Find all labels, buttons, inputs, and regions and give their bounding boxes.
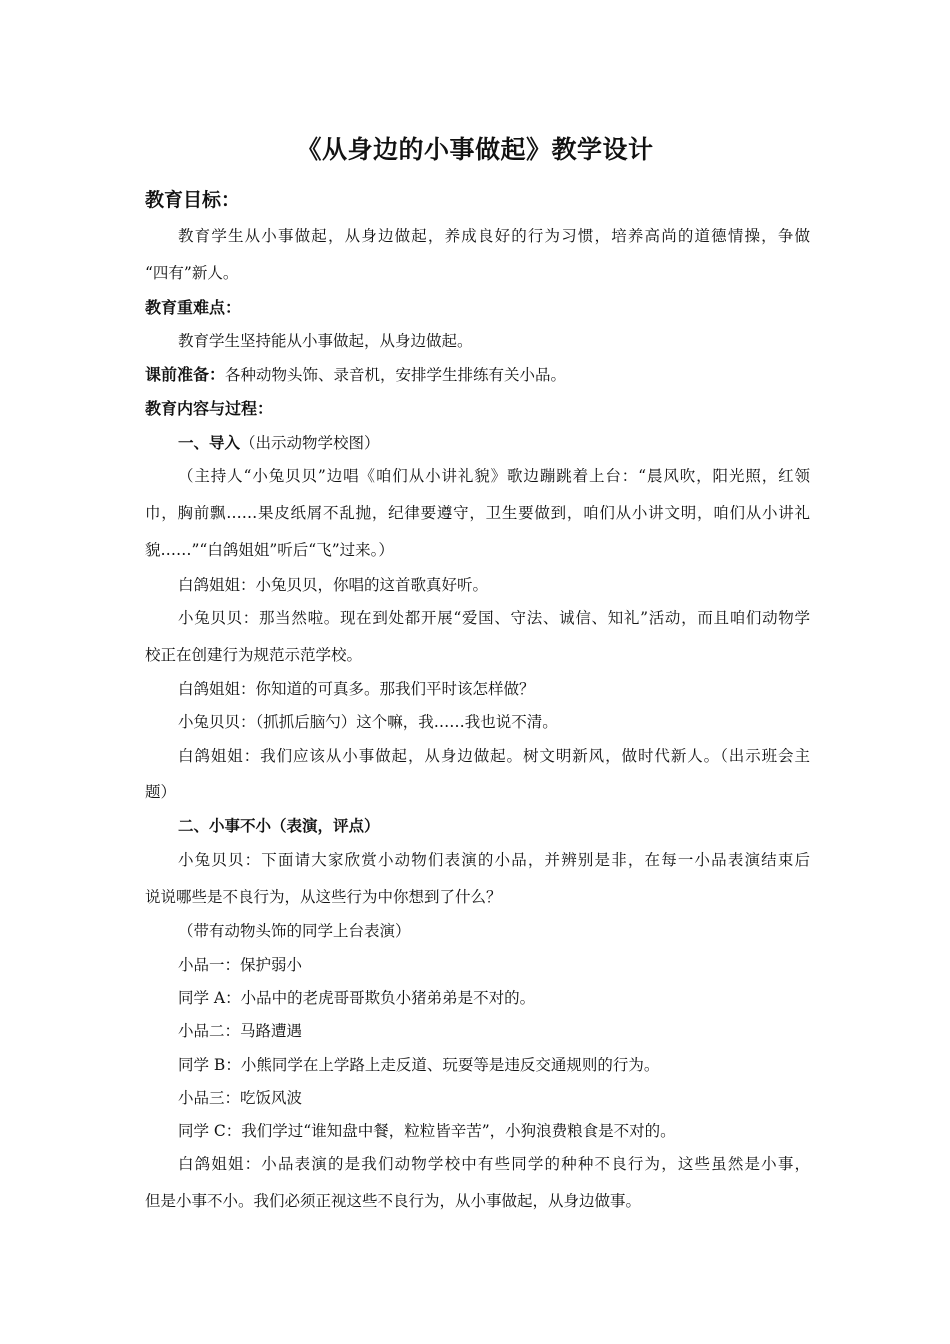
key-text: 教育学生坚持能从小事做起，从身边做起。	[178, 332, 473, 350]
key-heading: 教育重难点：	[145, 298, 242, 317]
section-2-line-7: 同学 B：小熊同学在上学路上走反道、玩耍等是违反交通规则的行为。	[178, 1056, 660, 1074]
process-line-2: 巾，胸前飘……果皮纸屑不乱抛，纪律要遵守，卫生要做到，咱们从小讲文明，咱们从小讲礼	[145, 504, 810, 522]
section-2-line-8: 小品三：吃饭风波	[178, 1089, 303, 1107]
process-heading: 教育内容与过程：	[145, 399, 274, 418]
section-2-line-6: 小品二：马路遭遇	[178, 1022, 303, 1040]
section-2-line-10: 白鸽姐姐：小品表演的是我们动物学校中有些同学的种种不良行为，这些虽然是小事，	[178, 1155, 810, 1173]
process-line-4: 白鸽姐姐：小兔贝贝，你唱的这首歌真好听。	[178, 576, 489, 594]
prep-label: 课前准备：	[145, 365, 226, 384]
section-2-line-3: （带有动物头饰的同学上台表演）	[178, 922, 411, 940]
process-line-7: 白鸽姐姐：你知道的可真多。那我们平时该怎样做？	[178, 680, 535, 698]
section-2-line-5: 同学 A：小品中的老虎哥哥欺负小猪弟弟是不对的。	[178, 989, 536, 1007]
section-1-title: 一、导入	[178, 434, 241, 452]
section-2-line-11: 但是小事不小。我们必须正视这些不良行为，从小事做起，从身边做事。	[145, 1192, 642, 1210]
prep-text: 各种动物头饰、录音机，安排学生排练有关小品。	[225, 366, 567, 384]
prep-line	[145, 364, 810, 386]
process-line-5: 小兔贝贝：那当然啦。现在到处都开展“爱国、守法、诚信、知礼”活动，而且咱们动物学	[178, 609, 810, 627]
process-line-3: 貌……”“白鸽姐姐”听后“飞”过来。）	[145, 541, 394, 559]
process-line-8: 小兔贝贝：（抓抓后脑勺）这个嘛，我……我也说不清。	[178, 713, 558, 731]
section-2-line-1: 小兔贝贝：下面请大家欣赏小动物们表演的小品，并辨别是非，在每一小品表演结束后	[178, 851, 810, 869]
goal-heading: 教育目标：	[145, 189, 241, 211]
process-line-9: 白鸽姐姐：我们应该从小事做起，从身边做起。树文明新风，做时代新人。（出示班会主	[178, 747, 810, 765]
process-line-10: 题）	[145, 783, 177, 801]
goal-line-2: “四有”新人。	[145, 264, 239, 282]
section-1-note: （出示动物学校图）	[240, 434, 380, 452]
section-1-title-line	[178, 432, 810, 454]
goal-line-1: 教育学生从小事做起，从身边做起，养成良好的行为习惯，培养高尚的道德情操，争做	[178, 227, 810, 245]
section-2-title: 二、小事不小（表演，评点）	[178, 817, 380, 835]
section-2-line-4: 小品一：保护弱小	[178, 956, 303, 974]
process-line-1: （主持人“小兔贝贝”边唱《咱们从小讲礼貌》歌边蹦跳着上台：“晨风吹，阳光照，红领	[178, 467, 810, 485]
section-2-line-9: 同学 C：我们学过“谁知盘中餐，粒粒皆辛苦”，小狗浪费粮食是不对的。	[178, 1122, 676, 1140]
process-line-6: 校正在创建行为规范示范学校。	[145, 646, 363, 664]
document-title: 《从身边的小事做起》教学设计	[296, 135, 654, 164]
section-2-line-2: 说说哪些是不良行为，从这些行为中你想到了什么？	[145, 888, 502, 906]
